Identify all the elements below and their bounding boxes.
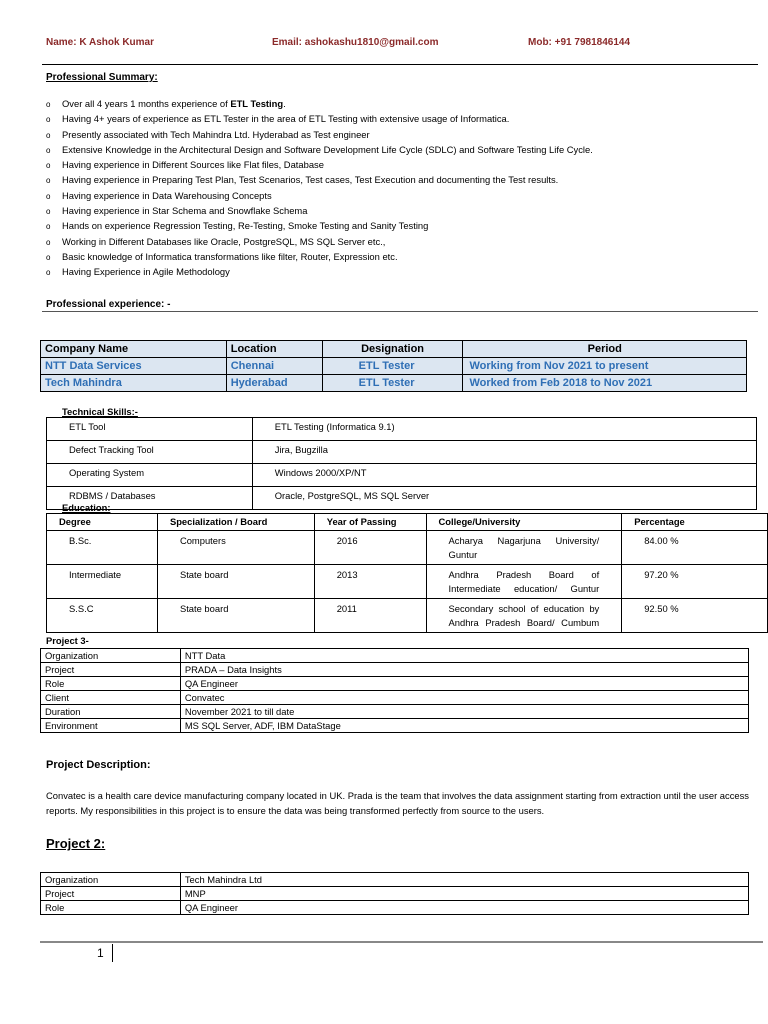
skills-table [46, 417, 757, 510]
experience-row [41, 358, 747, 375]
page-number: 1 [97, 946, 104, 960]
experience-row [41, 375, 747, 392]
college-cell: Acharya Nagarjuna University/ Guntur [426, 531, 622, 565]
bullet-icon: o [46, 130, 51, 140]
skill-row [47, 441, 757, 464]
percentage-cell: 92.50 % [622, 599, 768, 633]
col-year: Year of Passing [314, 514, 426, 531]
summary-title: Professional Summary: [46, 72, 158, 83]
summary-item [46, 97, 756, 112]
col-location: Location [226, 341, 322, 358]
field-label-cell: Organization [41, 873, 181, 887]
candidate-name: Name: K Ashok Kumar [46, 37, 154, 48]
project2-row [41, 901, 749, 915]
percentage-cell: 97.20 % [622, 565, 768, 599]
summary-item [46, 219, 756, 234]
bullet-icon: o [46, 145, 51, 155]
bullet-icon: o [46, 252, 51, 262]
experience-divider [42, 311, 758, 312]
field-value-cell: QA Engineer [180, 677, 748, 691]
skill-category-cell: Defect Tracking Tool [47, 441, 253, 464]
skills-title: Technical Skills:- [62, 406, 138, 417]
project-description-text: Convatec is a health care device manufacturing company located in UK. Prada is the team that involves the data assignment starting from extraction until the user access reports. My responsibilities in this project is to ensure the data was being transformed perfectly from source to the users. [46, 790, 749, 816]
field-value-cell: MNP [180, 887, 748, 901]
col-designation: Designation [322, 341, 463, 358]
summary-item [46, 173, 756, 188]
experience-title: Professional experience: - [46, 299, 171, 310]
summary-item [46, 265, 756, 280]
bullet-icon: o [46, 176, 51, 186]
project-description-title: Project Description: [46, 759, 151, 771]
bullet-icon: o [46, 237, 51, 247]
project2-row [41, 887, 749, 901]
field-label-cell: Environment [41, 719, 181, 733]
field-label-cell: Role [41, 677, 181, 691]
summary-emphasis: ETL Testing [230, 98, 284, 109]
board-cell: State board [157, 599, 314, 633]
experience-table [40, 340, 747, 392]
summary-item [46, 158, 756, 173]
project3-table [40, 648, 749, 733]
col-period: Period [463, 341, 747, 358]
summary-text: Having experience in Preparing Test Plan, Test Scenarios, Test cases, Test Execution and documenting the Test results. [62, 174, 559, 186]
bullet-icon: o [46, 268, 51, 278]
project3-row [41, 663, 749, 677]
company-cell: Tech Mahindra [41, 375, 227, 392]
summary-item [46, 128, 756, 143]
field-label-cell: Role [41, 901, 181, 915]
college-cell: Secondary school of education by Andhra Pradesh Board/ Cumbum [426, 599, 622, 633]
education-row [47, 531, 768, 565]
field-value-cell: PRADA – Data Insights [180, 663, 748, 677]
project3-row [41, 705, 749, 719]
board-cell: State board [157, 565, 314, 599]
project2-table [40, 872, 749, 915]
bullet-icon: o [46, 115, 51, 125]
degree-cell: Intermediate [47, 565, 158, 599]
degree-cell: B.Sc. [47, 531, 158, 565]
summary-text: Presently associated with Tech Mahindra Ltd. Hyderabad as Test engineer [62, 128, 370, 140]
field-label-cell: Duration [41, 705, 181, 719]
project2-title: Project 2: [46, 836, 106, 851]
summary-text: Having Experience in Agile Methodology [62, 266, 230, 278]
bullet-icon: o [46, 161, 51, 171]
project3-row [41, 719, 749, 733]
education-row [47, 599, 768, 633]
summary-text: Hands on experience Regression Testing, Re-Testing, Smoke Testing and Sanity Testing [62, 220, 429, 232]
summary-text: Working in Different Databases like Oracle, PostgreSQL, MS SQL Server etc., [62, 235, 386, 247]
project2-row [41, 873, 749, 887]
year-cell: 2011 [314, 599, 426, 633]
field-value-cell: QA Engineer [180, 901, 748, 915]
skill-row [47, 487, 757, 510]
skill-value-cell: Windows 2000/XP/NT [252, 464, 756, 487]
skill-row [47, 464, 757, 487]
education-title: Education: [62, 502, 111, 513]
summary-item [46, 204, 756, 219]
skill-value-cell: ETL Testing (Informatica 9.1) [252, 418, 756, 441]
field-value-cell: NTT Data [180, 649, 748, 663]
summary-list [46, 97, 756, 281]
period-cell: Worked from Feb 2018 to Nov 2021 [463, 375, 747, 392]
summary-item [46, 235, 756, 250]
period-cell: Working from Nov 2021 to present [463, 358, 747, 375]
summary-text: Having 4+ years of experience as ETL Tester in the area of ETL Testing with extensive usage of Informatica. [62, 113, 510, 125]
page-number-bar [112, 944, 113, 962]
degree-cell: S.S.C [47, 599, 158, 633]
field-label-cell: Project [41, 887, 181, 901]
experience-header-row [41, 341, 747, 358]
project3-title: Project 3- [46, 635, 89, 646]
board-cell: Computers [157, 531, 314, 565]
summary-text: Having experience in Data Warehousing Concepts [62, 189, 272, 201]
summary-item [46, 189, 756, 204]
project3-row [41, 691, 749, 705]
header-divider [42, 64, 758, 65]
summary-text: Basic knowledge of Informatica transformations like filter, Router, Expression etc. [62, 250, 398, 262]
bullet-icon: o [46, 207, 51, 217]
bullet-icon: o [46, 191, 51, 201]
bullet-icon: o [46, 222, 51, 232]
field-value-cell: Convatec [180, 691, 748, 705]
candidate-email: Email: ashokashu1810@gmail.com [272, 37, 439, 48]
candidate-mobile: Mob: +91 7981846144 [528, 37, 631, 48]
summary-item [46, 143, 756, 158]
skill-category-cell: Operating System [47, 464, 253, 487]
company-cell: NTT Data Services [41, 358, 227, 375]
skill-row [47, 418, 757, 441]
field-value-cell: MS SQL Server, ADF, IBM DataStage [180, 719, 748, 733]
summary-text: Over all 4 years 1 months experience of [62, 98, 231, 109]
field-label-cell: Project [41, 663, 181, 677]
skill-category-cell: ETL Tool [47, 418, 253, 441]
location-cell: Chennai [226, 358, 322, 375]
summary-text: Having experience in Star Schema and Snowflake Schema [62, 205, 308, 217]
field-label-cell: Client [41, 691, 181, 705]
field-label-cell: Organization [41, 649, 181, 663]
summary-item [46, 112, 756, 127]
footer-divider [40, 941, 763, 943]
col-percentage: Percentage [622, 514, 768, 531]
project3-row [41, 677, 749, 691]
education-row [47, 565, 768, 599]
summary-item [46, 250, 756, 265]
education-header-row [47, 514, 768, 531]
year-cell: 2013 [314, 565, 426, 599]
col-specialization: Specialization / Board [157, 514, 314, 531]
project3-row [41, 649, 749, 663]
designation-cell: ETL Tester [322, 358, 463, 375]
bullet-icon: o [46, 100, 51, 109]
designation-cell: ETL Tester [322, 375, 463, 392]
percentage-cell: 84.00 % [622, 531, 768, 565]
field-value-cell: Tech Mahindra Ltd [180, 873, 748, 887]
skill-value-cell: Oracle, PostgreSQL, MS SQL Server [252, 487, 756, 510]
skill-value-cell: Jira, Bugzilla [252, 441, 756, 464]
col-company: Company Name [41, 341, 227, 358]
col-degree: Degree [47, 514, 158, 531]
col-college: College/University [426, 514, 622, 531]
field-value-cell: November 2021 to till date [180, 705, 748, 719]
summary-text: Having experience in Different Sources like Flat files, Database [62, 159, 324, 171]
summary-text: Extensive Knowledge in the Architectural Design and Software Development Life Cycle (SDLC) and Software Testing Life Cycle. [62, 143, 593, 155]
summary-text-end: . [283, 98, 286, 109]
year-cell: 2016 [314, 531, 426, 565]
location-cell: Hyderabad [226, 375, 322, 392]
college-cell: Andhra Pradesh Board of Intermediate education/ Guntur [426, 565, 622, 599]
education-table [46, 513, 768, 633]
skill-category-cell: RDBMS / Databases [47, 487, 253, 510]
